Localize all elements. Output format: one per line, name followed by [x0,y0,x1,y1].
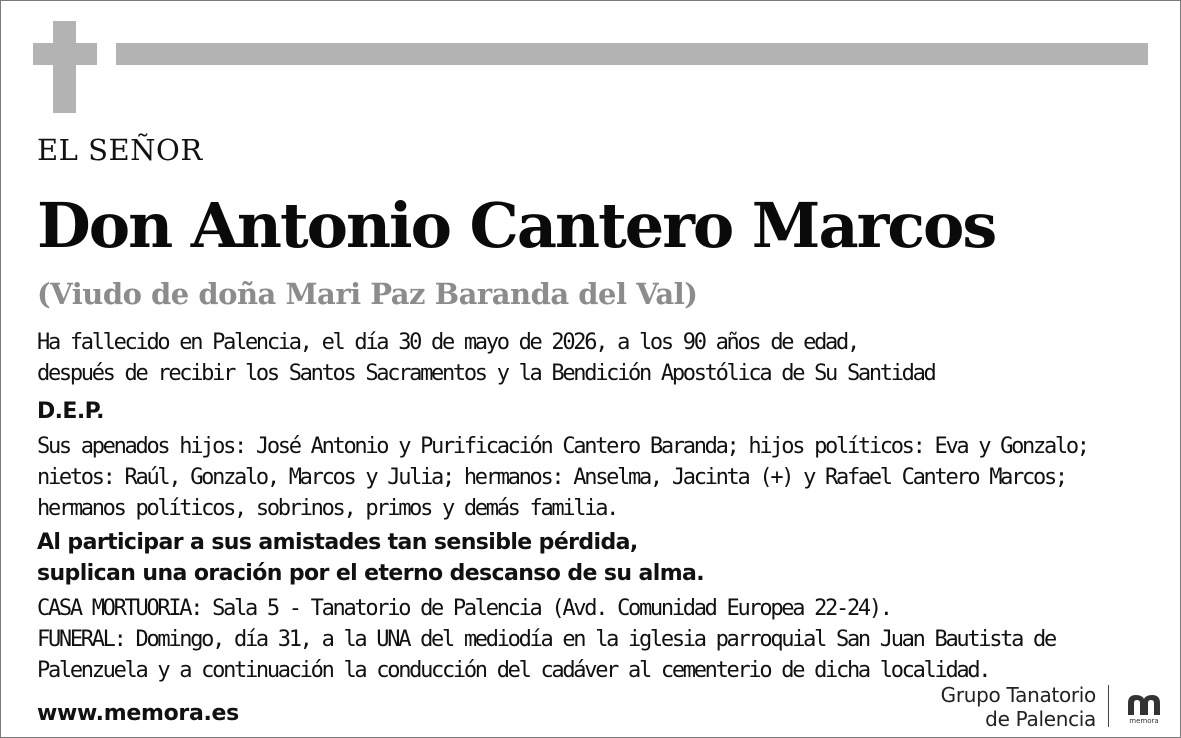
prayer-request [37,527,704,589]
widow-note: (Viudo de doña Mari Paz Baranda del Val) [37,277,698,311]
header-rule [116,43,1148,65]
death-line: Ha fallecido en Palencia, el día 30 de mayo de 2026, a los 90 años de edad, [37,330,858,355]
death-notice [37,327,935,389]
company-line: de Palencia [985,707,1096,731]
family-line: hermanos políticos, sobrinos, primos y demás familia. [37,496,618,521]
family-line: nietos: Raúl, Gonzalo, Marcos y Julia; hermanos: Anselma, Jacinta (+) y Rafael Cantero Marcos; [37,465,1066,490]
logo-divider [1108,685,1109,727]
website-link[interactable]: www.memora.es [37,701,239,726]
family-list [37,431,1088,524]
company-name [941,683,1096,731]
latin-cross-icon-arm [33,43,97,65]
dep-label: D.E.P. [37,399,104,424]
deceased-name: Don Antonio Cantero Marcos [37,189,996,262]
latin-cross-icon [53,21,76,113]
logo-label: memora [1129,717,1159,725]
service-line: CASA MORTUORIA: Sala 5 - Tanatorio de Palencia (Avd. Comunidad Europea 22-24). [37,596,891,621]
family-line: Sus apenados hijos: José Antonio y Purificación Cantero Baranda; hijos políticos: Eva y Gonzalo; [37,434,1088,459]
intro-title: EL SEÑOR [37,133,203,167]
request-line: suplican una oración por el eterno descanso de su alma. [37,561,705,586]
death-line: después de recibir los Santos Sacramentos y la Bendición Apostólica de Su Santidad [37,361,935,386]
service-line: Palenzuela y a continuación la conducción del cadáver al cementerio de dicha localidad. [37,658,990,683]
service-details [37,593,1055,686]
request-line: Al participar a sus amistades tan sensible pérdida, [37,530,638,555]
service-line: FUNERAL: Domingo, día 31, a la UNA del mediodía en la iglesia parroquial San Juan Bautista de [37,627,1055,652]
company-line: Grupo Tanatorio [940,683,1096,707]
